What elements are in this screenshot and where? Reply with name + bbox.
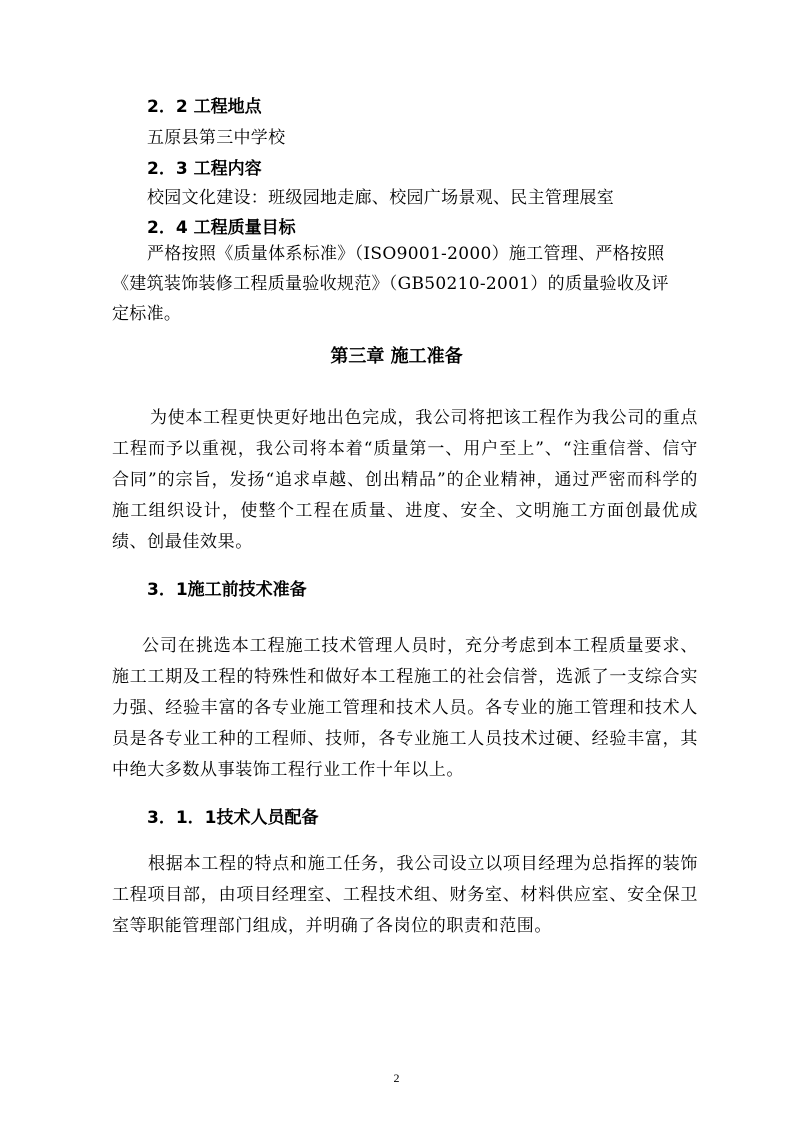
- section-2-4-line-2: 《建筑装饰装修工程质量验收规范》（GB50210-2001）的质量验收及评: [112, 274, 669, 294]
- section-3-1-1-heading: 3．1．1技术人员配备: [147, 808, 319, 828]
- section-2-3-text: 校园文化建设：班级园地走廊、校园广场景观、民主管理展室: [147, 188, 615, 208]
- section-3-1-1-text: 根据本工程的特点和施工任务，我公司设立以项目经理为总指挥的装饰工程项目部，由项目经理室、工程技术组、财务室、材料供应室、安全保卫室等职能管理部门组成，并明确了各岗位的职责和范围。: [112, 854, 698, 936]
- section-2-2-text: 五原县第三中学校: [147, 128, 286, 148]
- section-2-4-line-1: 严格按照《质量体系标准》（ISO9001-2000）施工管理、严格按照: [147, 244, 665, 264]
- section-2-4-heading: 2．4 工程质量目标: [147, 218, 296, 238]
- section-3-1-heading: 3．1施工前技术准备: [147, 580, 307, 600]
- chapter-3-title: 第三章 施工准备: [330, 346, 463, 367]
- page-number: 2: [393, 1071, 400, 1085]
- chapter-3-intro: 为使本工程更快更好地出色完成，我公司将把该工程作为我公司的重点工程而予以重视，我公司将本着“质量第一、用户至上”、“注重信誉、信守合同”的宗旨，发扬“追求卓越、创出精品”的企业精神，通过严密而科学的施工组织设计，使整个工程在质量、进度、安全、文明施工方面创最优成绩、创最佳效果。: [112, 408, 698, 552]
- section-2-3-heading: 2．3 工程内容: [147, 159, 262, 179]
- section-2-2-heading: 2．2 工程地点: [147, 97, 262, 117]
- section-3-1-text: 公司在挑选本工程施工技术管理人员时，充分考虑到本工程质量要求、施工工期及工程的特殊性和做好本工程施工的社会信誉，选派了一支综合实力强、经验丰富的各专业施工管理和技术人员。各专业的施工管理和技术人员是各专业工种的工程师、技师，各专业施工人员技术过硬、经验丰富，其中绝大多数从事装饰工程行业工作十年以上。: [112, 636, 698, 780]
- section-2-4-line-3: 定标准。: [112, 304, 182, 324]
